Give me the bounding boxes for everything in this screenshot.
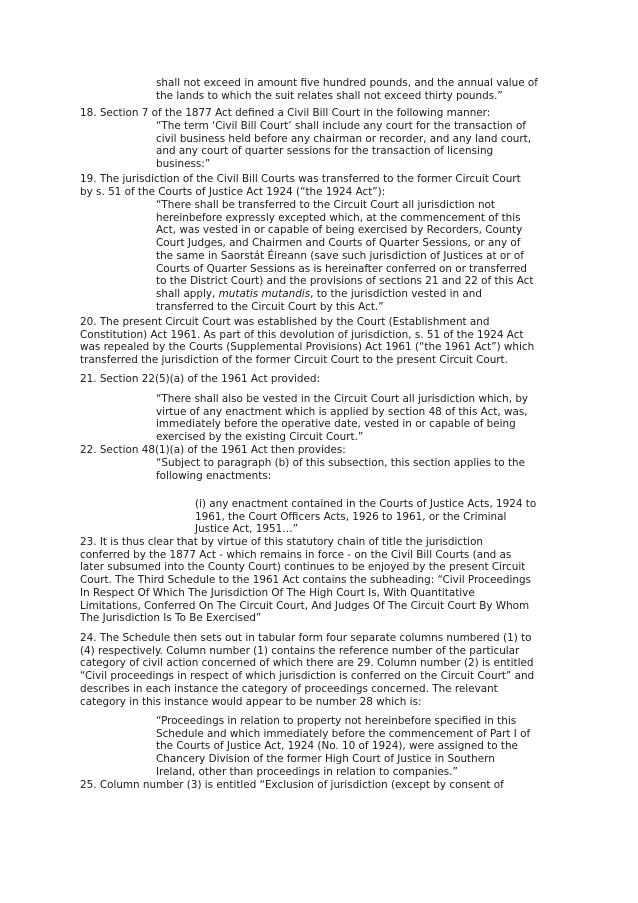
text-line: 22. Section 48(1)(a) of the 1961 Act then provides: <box>80 444 346 456</box>
text-line: Courts of Quarter Sessions as is hereinafter conferred on or transferred <box>156 262 528 275</box>
text-line: Limitations, Conferred On The Circuit Court, And Judges Of The Circuit Court By Whom <box>80 599 530 612</box>
text-line: “There shall be transferred to the Circuit Court all jurisdiction not <box>156 199 495 211</box>
text-line: 18. Section 7 of the 1877 Act defined a Civil Bill Court in the following manner: <box>80 107 491 119</box>
text-line: Ireland, other than proceedings in relation to companies.” <box>156 765 458 778</box>
text-line: and any court of quarter sessions for the transaction of licensing <box>156 145 494 158</box>
text-line: 21. Section 22(5)(a) of the 1961 Act provided: <box>80 373 321 385</box>
text-line: the lands to which the suit relates shall not exceed thirty pounds.” <box>156 89 503 102</box>
text-line: civil business held before any chairman or recorder, and any land court, <box>156 132 532 145</box>
text-line: was repealed by the Courts (Supplemental Provisions) Act 1961 (“the 1961 Act”) which <box>80 341 535 354</box>
text-line: category of civil action concerned of which there are 29. Column number (2) is entitled <box>80 657 534 670</box>
text-line: “There shall also be vested in the Circuit Court all jurisdiction which, by <box>156 393 529 405</box>
text-line: by s. 51 of the Courts of Justice Act 1924 (“the 1924 Act”): <box>80 185 386 198</box>
text-line: transferred to the Circuit Court by this Act.” <box>156 300 384 313</box>
text-line: Justice Act, 1951…” <box>195 523 298 536</box>
text-line: the same in Saorstát Éireann (save such jurisdiction of Justices at or of <box>156 249 524 262</box>
text-line: “The term ‘Civil Bill Court’ shall include any court for the transaction of <box>156 120 526 132</box>
text-line: conferred by the 1877 Act - which remains in force - on the Civil Bill Courts (and as <box>80 548 512 561</box>
text-line: to the District Court) and the provisions of sections 21 and 22 of this Act <box>156 275 534 288</box>
text-line: The Jurisdiction Is To Be Exercised” <box>80 612 262 625</box>
text-line: 24. The Schedule then sets out in tabular form four separate columns numbered (1) to <box>80 632 532 644</box>
text-line: 20. The present Circuit Court was established by the Court (Establishment and <box>80 316 490 328</box>
text-line: Chancery Division of the former High Court of Justice in Southern <box>156 753 495 766</box>
text-line: Court Judges, and Chairmen and Courts of Quarter Sessions, or any of <box>156 237 521 250</box>
text-line: hereinbefore expressly excepted which, at the commencement of this <box>156 211 521 224</box>
text-line: following enactments: <box>156 469 272 482</box>
text-line: In Respect Of Which The Jurisdiction Of The High Court Is, With Quantitative <box>80 586 475 599</box>
text-line: “Civil proceedings in respect of which jurisdiction is conferred on the Circuit Court” and <box>80 670 535 683</box>
text-line: Schedule and which immediately before the commencement of Part I of <box>156 727 531 740</box>
text-line: shall not exceed in amount five hundred pounds, and the annual value of <box>156 77 538 89</box>
text-line: immediately before the operative date, vested in or capable of being <box>156 418 516 431</box>
text-line: Constitution) Act 1961. As part of this devolution of jurisdiction, s. 51 of the 1924 Act <box>80 328 524 341</box>
text-line: exercised by the existing Circuit Court.” <box>156 431 364 444</box>
text-line: transferred the jurisdiction of the former Circuit Court to the present Circuit Court. <box>80 354 508 367</box>
text-line: “Proceedings in relation to property not hereinbefore specified in this <box>156 715 517 727</box>
text-line: business:” <box>156 158 211 171</box>
text-line: Act, was vested in or capable of being exercised by Recorders, County <box>156 224 523 237</box>
text-line: Court. The Third Schedule to the 1961 Act contains the subheading: “Civil Proceedings <box>80 574 531 587</box>
text-line: 19. The jurisdiction of the Civil Bill Courts was transferred to the former Circuit Court <box>80 173 521 185</box>
text-line: describes in each instance the category of proceedings concerned. The relevant <box>80 682 498 695</box>
text-line: 1961, the Court Officers Acts, 1926 to 1961, or the Criminal <box>195 510 507 523</box>
text-line: category in this instance would appear to be number 28 which is: <box>80 695 422 708</box>
text-line: (4) respectively. Column number (1) contains the reference number of the particular <box>80 644 520 657</box>
text-line: virtue of any enactment which is applied by section 48 of this Act, was, <box>156 405 528 418</box>
text-line: later subsumed into the County Court) continues to be enjoyed by the present Circuit <box>80 561 526 574</box>
text-line: “Subject to paragraph (b) of this subsection, this section applies to the <box>156 457 526 469</box>
text-line: 23. It is thus clear that by virtue of this statutory chain of title the jurisdiction <box>80 536 484 548</box>
text-line: 25. Column number (3) is entitled “Exclusion of jurisdiction (except by consent of <box>80 779 504 791</box>
text-line: the Courts of Justice Act, 1924 (No. 10 of 1924), were assigned to the <box>156 740 518 753</box>
text-line: (i) any enactment contained in the Courts of Justice Acts, 1924 to <box>195 498 537 510</box>
text-line: shall apply, mutatis mutandis, to the jurisdiction vested in and <box>156 287 482 300</box>
